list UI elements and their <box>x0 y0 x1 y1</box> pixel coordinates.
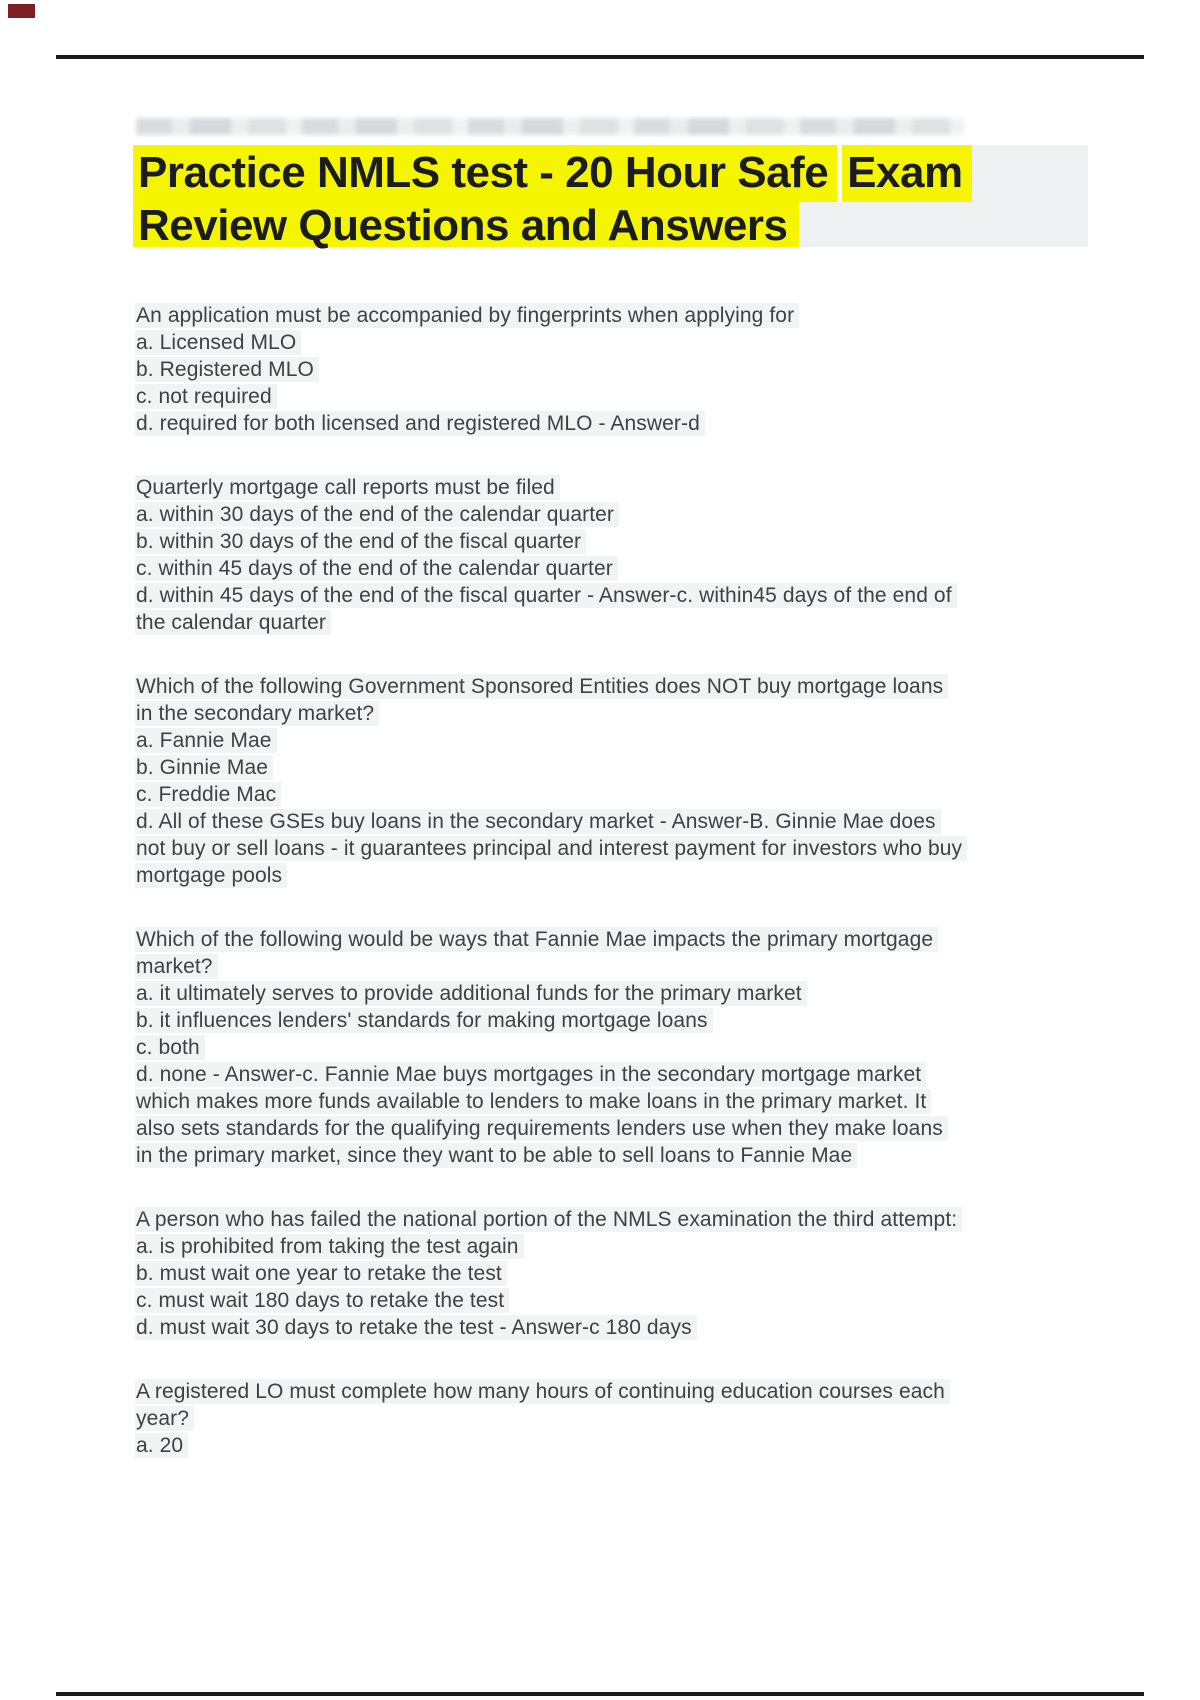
text-line-highlight: c. both <box>135 1035 205 1060</box>
text-line <box>135 1061 1083 1088</box>
page-title-line1-tail: Exam <box>842 145 971 202</box>
text-line <box>135 1206 1083 1233</box>
text-line <box>135 862 1083 889</box>
text-line-highlight: mortgage pools <box>135 863 287 888</box>
bottom-rule <box>56 1692 1144 1696</box>
text-line-highlight: which makes more funds available to lenders to make loans in the primary market. It <box>135 1089 931 1114</box>
text-line-highlight: Which of the following would be ways that Fannie Mae impacts the primary mortgage <box>135 927 938 952</box>
text-line <box>135 1088 1083 1115</box>
text-line-highlight: d. none - Answer-c. Fannie Mae buys mortgages in the secondary mortgage market <box>135 1062 926 1087</box>
text-line-highlight: the calendar quarter <box>135 610 331 635</box>
text-line-highlight: Quarterly mortgage call reports must be filed <box>135 475 560 500</box>
text-line-highlight: a. it ultimately serves to provide additional funds for the primary market <box>135 981 807 1006</box>
text-line-highlight: c. not required <box>135 384 277 409</box>
title-backdrop-fill <box>972 145 1088 202</box>
title-line-2 <box>133 201 1088 250</box>
text-line <box>135 555 1083 582</box>
text-line-highlight: b. Registered MLO <box>135 357 319 382</box>
text-line-highlight: d. All of these GSEs buy loans in the secondary market - Answer-B. Ginnie Mae does <box>135 809 941 834</box>
text-line <box>135 329 1083 356</box>
text-line-highlight: b. must wait one year to retake the test <box>135 1261 507 1286</box>
text-line <box>135 781 1083 808</box>
text-line-highlight: c. must wait 180 days to retake the test <box>135 1288 509 1313</box>
text-line <box>135 528 1083 555</box>
top-rule <box>56 55 1144 59</box>
text-line-highlight: in the primary market, since they want to be able to sell loans to Fannie Mae <box>135 1143 857 1168</box>
text-line <box>135 1432 1083 1459</box>
title-line-1 <box>133 145 1088 202</box>
page-title-line2: Review Questions and Answers <box>133 202 799 247</box>
text-line-highlight: c. within 45 days of the end of the calendar quarter <box>135 556 618 581</box>
text-line <box>135 727 1083 754</box>
text-line <box>135 1260 1083 1287</box>
text-line-highlight: A registered LO must complete how many hours of continuing education courses each <box>135 1379 950 1404</box>
text-line-highlight: a. within 30 days of the end of the calendar quarter <box>135 502 619 527</box>
text-line <box>135 1142 1083 1169</box>
text-line <box>135 1287 1083 1314</box>
text-line <box>135 474 1083 501</box>
question-block <box>135 302 1083 437</box>
text-line <box>135 1314 1083 1341</box>
text-line-highlight: d. must wait 30 days to retake the test - Answer-c 180 days <box>135 1315 697 1340</box>
text-line <box>135 1405 1083 1432</box>
text-line-highlight: a. is prohibited from taking the test again <box>135 1234 524 1259</box>
text-line <box>135 835 1083 862</box>
text-line-highlight: a. 20 <box>135 1433 188 1458</box>
text-line <box>135 501 1083 528</box>
text-line-highlight: An application must be accompanied by fingerprints when applying for <box>135 303 799 328</box>
text-line-highlight: in the secondary market? <box>135 701 379 726</box>
text-line <box>135 356 1083 383</box>
text-line-highlight: d. required for both licensed and registered MLO - Answer-d <box>135 411 705 436</box>
text-line-highlight: c. Freddie Mac <box>135 782 281 807</box>
text-line-highlight: not buy or sell loans - it guarantees principal and interest payment for investors who buy <box>135 836 967 861</box>
text-line <box>135 410 1083 437</box>
text-line <box>135 1233 1083 1260</box>
text-line <box>135 302 1083 329</box>
text-line <box>135 1378 1083 1405</box>
text-line-highlight: a. Licensed MLO <box>135 330 301 355</box>
question-block <box>135 673 1083 889</box>
text-line-highlight: d. within 45 days of the end of the fiscal quarter - Answer-c. within45 days of the end of <box>135 583 957 608</box>
text-line <box>135 1034 1083 1061</box>
question-list <box>135 302 1083 1496</box>
text-line <box>135 953 1083 980</box>
text-line-highlight: Which of the following Government Sponsored Entities does NOT buy mortgage loans <box>135 674 948 699</box>
title-block <box>133 118 1088 250</box>
text-line <box>135 926 1083 953</box>
text-line-highlight: also sets standards for the qualifying requirements lenders use when they make loans <box>135 1116 948 1141</box>
text-line-highlight: b. it influences lenders' standards for making mortgage loans <box>135 1008 713 1033</box>
text-line <box>135 754 1083 781</box>
text-line <box>135 582 1083 609</box>
blurred-text-band <box>136 118 964 135</box>
text-line-highlight: year? <box>135 1406 194 1431</box>
question-block <box>135 1206 1083 1341</box>
text-line <box>135 383 1083 410</box>
question-block <box>135 926 1083 1169</box>
question-block <box>135 474 1083 636</box>
text-line-highlight: b. within 30 days of the end of the fiscal quarter <box>135 529 586 554</box>
text-line <box>135 1007 1083 1034</box>
text-line-highlight: a. Fannie Mae <box>135 728 277 753</box>
text-line-highlight: market? <box>135 954 218 979</box>
text-line <box>135 609 1083 636</box>
text-line <box>135 700 1083 727</box>
text-line <box>135 1115 1083 1142</box>
title-backdrop-fill <box>799 202 1088 247</box>
text-line-highlight: A person who has failed the national portion of the NMLS examination the third attempt: <box>135 1207 962 1232</box>
question-block <box>135 1378 1083 1459</box>
text-line <box>135 980 1083 1007</box>
page-title-line1-main: Practice NMLS test - 20 Hour Safe <box>133 145 837 202</box>
text-line <box>135 673 1083 700</box>
text-line <box>135 808 1083 835</box>
corner-red-mark <box>8 4 35 18</box>
text-line-highlight: b. Ginnie Mae <box>135 755 273 780</box>
